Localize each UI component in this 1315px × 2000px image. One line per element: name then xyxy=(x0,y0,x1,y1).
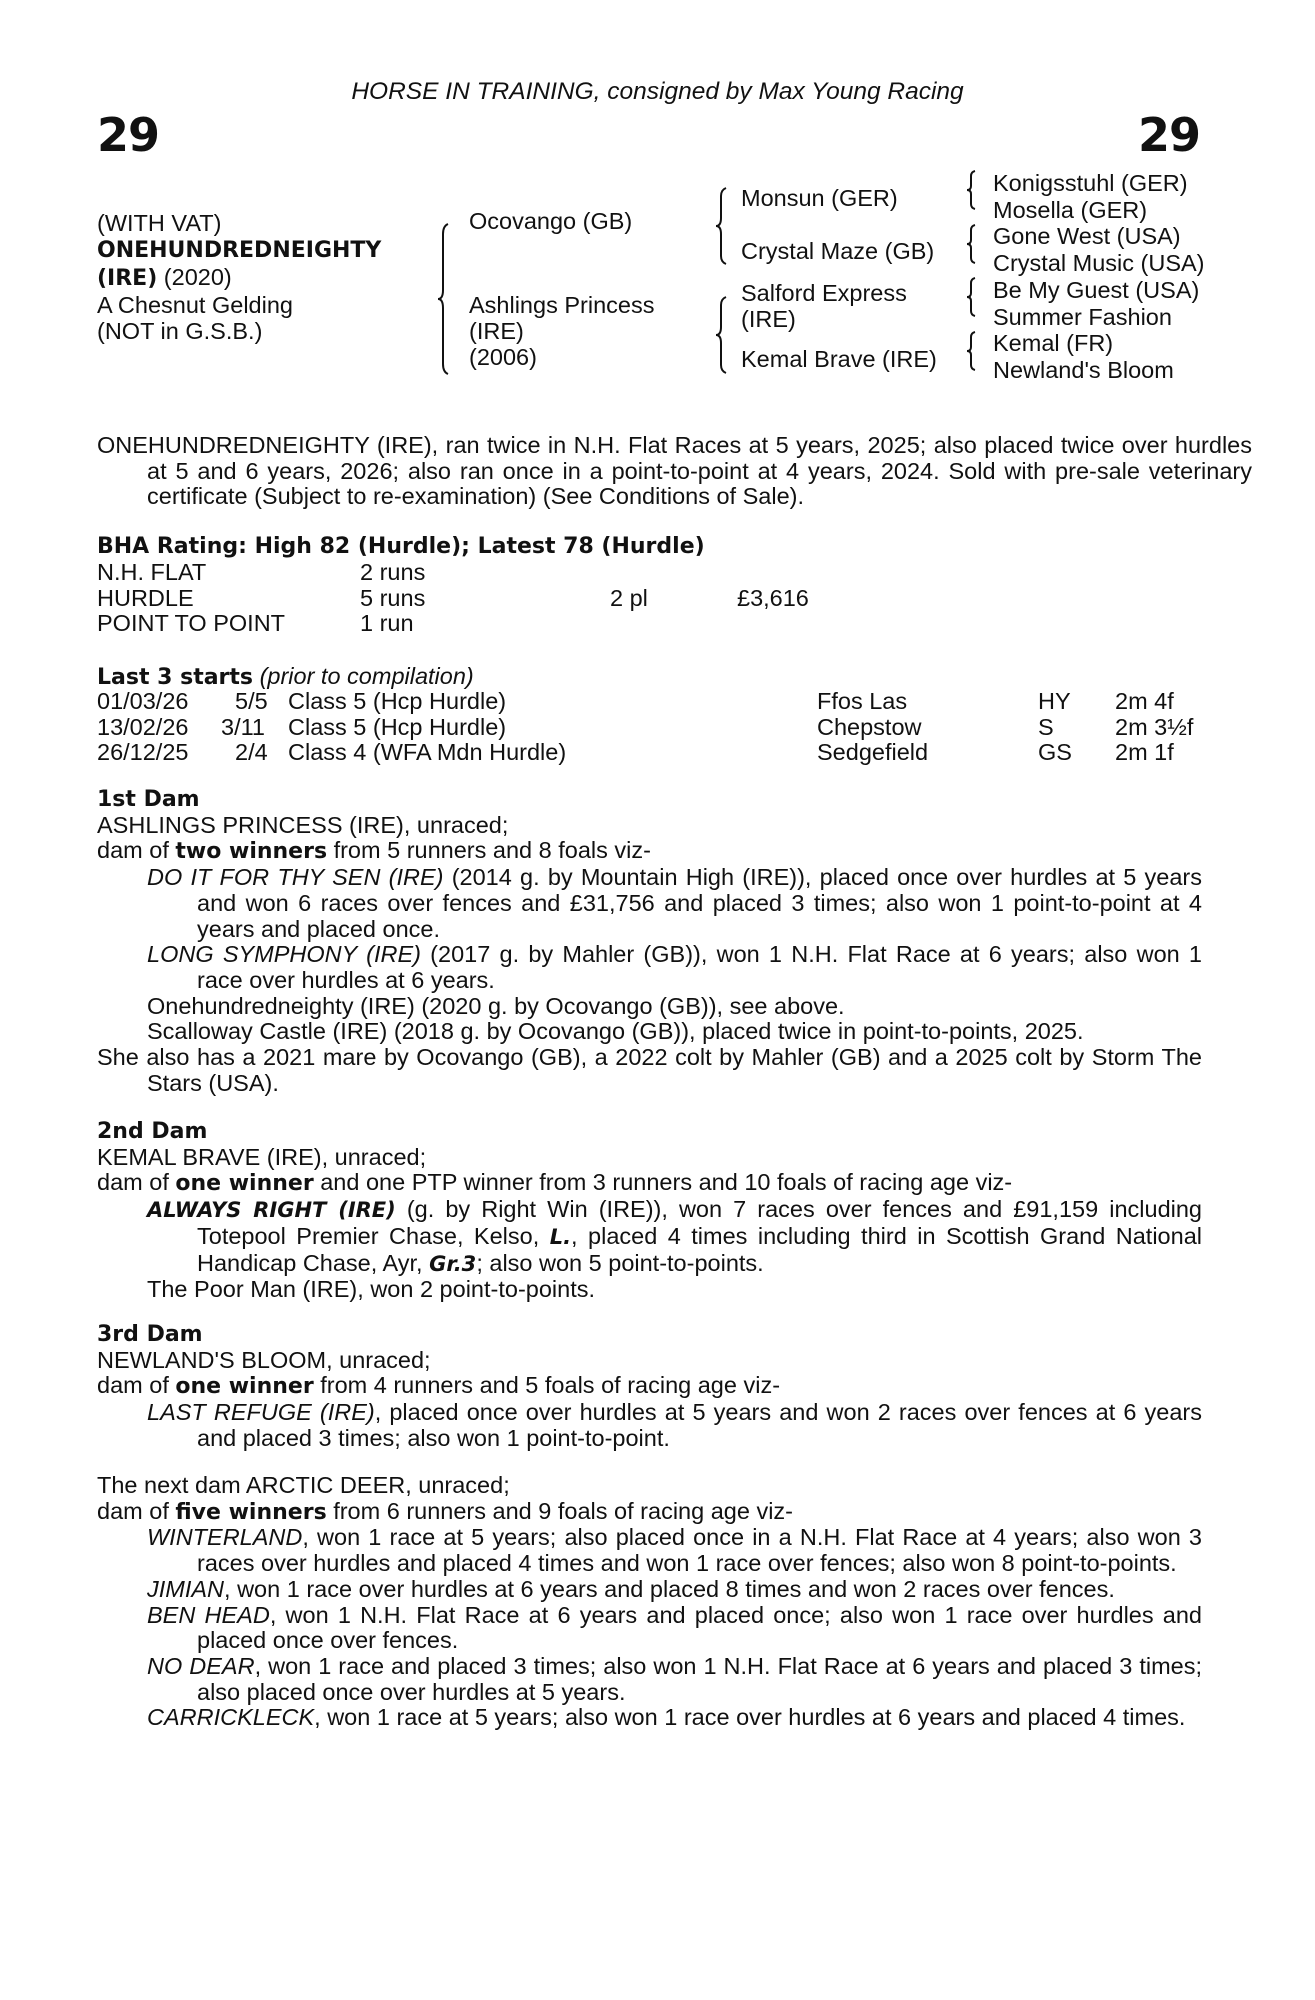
third-dam-record-line xyxy=(97,1373,1202,1400)
pedigree-brace-sire xyxy=(714,186,728,266)
record-placed: 2 pl xyxy=(610,584,648,611)
lot-number-right: 29 xyxy=(1137,108,1200,162)
record-type: POINT TO POINT xyxy=(97,610,286,637)
lot-number-left: 29 xyxy=(97,108,160,162)
ggp-mosella: Mosella (GER) xyxy=(993,196,1148,223)
second-dam-name-line: KEMAL BRAVE (IRE), unraced; xyxy=(97,1143,427,1170)
ggp-crystal-music: Crystal Music (USA) xyxy=(993,250,1205,277)
pedigree-brace-ggp-1 xyxy=(965,170,977,210)
vat-label: (WITH VAT) xyxy=(97,210,222,236)
record-type: N.H. FLAT xyxy=(97,559,207,585)
start-position: 5/5 xyxy=(235,688,268,714)
runners-foals-text: from 4 runners and 5 foals of racing age viz- xyxy=(313,1372,781,1399)
pedigree-dam-sire xyxy=(741,280,907,332)
progeny-entry xyxy=(97,942,1202,993)
start-date: 01/03/26 xyxy=(97,688,189,714)
ggp-summer-fashion: Summer Fashion xyxy=(993,303,1172,330)
second-dam-record-line xyxy=(97,1170,1202,1197)
first-dam-heading: 1st Dam xyxy=(97,787,200,812)
start-course: Sedgefield xyxy=(817,739,929,766)
third-dam-heading: 3rd Dam xyxy=(97,1322,203,1347)
progeny-text: (2018 g. by Ocovango (GB)), placed twice in point-to-points, 2025. xyxy=(387,1018,1084,1045)
last-starts-heading-row xyxy=(97,663,474,690)
start-row xyxy=(97,689,1207,715)
pedigree-brace-ggp-2 xyxy=(965,224,977,264)
pedigree-dam-sire-country: (IRE) xyxy=(741,306,796,332)
second-dam-section xyxy=(97,1119,1202,1303)
progeny-name: BEN HEAD xyxy=(147,1601,270,1628)
pedigree-dam-dam: Kemal Brave (IRE) xyxy=(741,346,937,372)
start-race: Class 5 (Hcp Hurdle) xyxy=(288,688,507,714)
progeny-text: , won 1 race at 5 years; also placed once in a N.H. Flat Race at 4 years; also won 3 races over hurdles and placed 4 times and won 1 race over fences; also won 8 point-to-points. xyxy=(197,1524,1202,1577)
horse-year: (2020) xyxy=(163,264,232,290)
progeny-entry xyxy=(97,1654,1202,1705)
ggp-konigsstuhl: Konigsstuhl (GER) xyxy=(993,170,1188,196)
horse-description: A Chesnut Gelding xyxy=(97,292,293,318)
progeny-entry xyxy=(97,1705,1202,1731)
group-badge: Gr.3 xyxy=(429,1251,477,1276)
progeny-entry xyxy=(97,865,1202,942)
progeny-name: The Poor Man (IRE) xyxy=(147,1276,358,1303)
pedigree-brace-ggp-3 xyxy=(965,277,977,317)
start-distance: 2m 4f xyxy=(1115,688,1174,714)
winners-count: two winners xyxy=(175,839,328,865)
record-runs: 2 runs xyxy=(360,559,426,585)
pedigree-dam-country: (IRE) xyxy=(469,318,524,344)
pedigree-brace-dam xyxy=(714,295,728,375)
record-runs: 1 run xyxy=(360,610,414,637)
start-date: 13/02/26 xyxy=(97,713,189,740)
progeny-text: (2017 g. by Mahler (GB)), won 1 N.H. Flat Race at 6 years; also won 1 race over hurdles at 6 years. xyxy=(197,941,1202,993)
start-distance: 2m 3½f xyxy=(1115,713,1194,740)
dam-of-text: dam of xyxy=(97,1497,176,1524)
progeny-text: (2014 g. by Mountain High (IRE)), placed once over hurdles at 5 years and won 6 races over fences and £31,756 and placed 3 times; also won 1 point-to-point at 4 years and placed once. xyxy=(197,864,1203,942)
record-row xyxy=(97,586,897,612)
start-course: Ffos Las xyxy=(817,688,908,714)
progeny-entry xyxy=(97,994,1202,1020)
first-dam-record-line xyxy=(97,838,1202,865)
listed-badge: L. xyxy=(549,1224,572,1249)
second-dam-heading: 2nd Dam xyxy=(97,1119,208,1144)
progeny-name: WINTERLAND xyxy=(147,1524,303,1551)
first-dam-name-line: ASHLINGS PRINCESS (IRE), unraced; xyxy=(97,811,509,838)
third-dam-section xyxy=(97,1322,1202,1452)
start-course: Chepstow xyxy=(817,713,922,740)
progeny-name: LONG SYMPHONY (IRE) xyxy=(147,941,421,968)
start-row xyxy=(97,740,1207,766)
record-earnings: £3,616 xyxy=(737,584,809,611)
progeny-name: LAST REFUGE (IRE) xyxy=(147,1399,375,1426)
record-row xyxy=(97,560,897,586)
next-dam-section xyxy=(97,1473,1202,1731)
page-header-title: HORSE IN TRAINING, consigned by Max Young Racing xyxy=(351,78,964,105)
pedigree-great-grandparents xyxy=(993,170,1205,384)
progeny-text: , won 1 race at 5 years; also won 1 race over hurdles at 6 years and placed 4 times. xyxy=(314,1704,1186,1731)
last-starts-subheading: (prior to compilation) xyxy=(259,663,474,689)
last-starts-table xyxy=(97,689,1207,766)
third-dam-name-line: NEWLAND'S BLOOM, unraced; xyxy=(97,1346,431,1373)
gsb-status: (NOT in G.S.B.) xyxy=(97,318,263,344)
record-type: HURDLE xyxy=(97,584,194,611)
race-summary: ONEHUNDREDNEIGHTY (IRE), ran twice in N.H. Flat Races at 5 years, 2025; also placed twice over hurdles at 5 and 6 years, 2026; also ran once in a point-to-point at 4 years, 2024. Sold with pre-sale veterinary certificate (Subject to re-examination) (See Conditions of Sale). xyxy=(97,432,1252,510)
pedigree-dam xyxy=(469,292,654,370)
record-row xyxy=(97,611,897,637)
progeny-name: JIMIAN xyxy=(147,1575,225,1602)
progeny-name: Scalloway Castle (IRE) xyxy=(147,1018,388,1045)
progeny-name: CARRICKLECK xyxy=(147,1704,315,1731)
dam-of-text: dam of xyxy=(97,837,176,864)
start-race: Class 4 (WFA Mdn Hurdle) xyxy=(288,739,567,766)
bha-rating-heading: BHA Rating: High 82 (Hurdle); Latest 78 (Hurdle) xyxy=(97,534,705,559)
pedigree-sire-sire: Monsun (GER) xyxy=(741,185,898,211)
ggp-be-my-guest: Be My Guest (USA) xyxy=(993,276,1200,303)
record-table xyxy=(97,560,897,637)
dam-of-text: dam of xyxy=(97,1372,176,1399)
pedigree-brace-ggp-4 xyxy=(965,331,977,371)
pedigree-dam-name: Ashlings Princess xyxy=(469,292,655,318)
start-distance: 2m 1f xyxy=(1115,739,1174,766)
dam-of-text: dam of xyxy=(97,1169,176,1196)
start-going: GS xyxy=(1038,739,1072,766)
start-position: 2/4 xyxy=(235,739,268,766)
start-date: 26/12/25 xyxy=(97,739,189,766)
pedigree-dam-sire-name: Salford Express xyxy=(741,280,907,306)
first-dam-section xyxy=(97,787,1202,1096)
next-dam-name-line: The next dam ARCTIC DEER, unraced; xyxy=(97,1472,510,1498)
progeny-name: Onehundredneighty (IRE) xyxy=(147,992,415,1019)
progeny-entry xyxy=(97,1577,1202,1603)
runners-foals-text: from 6 runners and 9 foals of racing age viz- xyxy=(326,1497,793,1524)
winners-count: five winners xyxy=(175,1499,327,1525)
horse-name: ONEHUNDREDNEIGHTY xyxy=(97,238,382,263)
ggp-gone-west: Gone West (USA) xyxy=(993,223,1181,250)
start-position: 3/11 xyxy=(221,713,265,740)
runners-foals-text: from 5 runners and 8 foals viz- xyxy=(327,837,651,864)
runners-foals-text: and one PTP winner from 3 runners and 10 foals of racing age viz- xyxy=(313,1169,1013,1196)
progeny-text: (g. by Right Win (IRE)), won 7 races over fences and £91,159 including Totepool Premier Chase, Kelso, xyxy=(197,1196,1202,1249)
progeny-text: , placed once over hurdles at 5 years and won 2 races over fences at 6 years and placed 3 times; also won 1 point-to-point. xyxy=(197,1399,1202,1451)
progeny-text: ; also won 5 point-to-points. xyxy=(476,1249,764,1276)
start-going: S xyxy=(1038,713,1054,740)
pedigree-sire: Ocovango (GB) xyxy=(469,208,633,234)
record-runs: 5 runs xyxy=(360,584,426,611)
progeny-entry xyxy=(97,1277,1202,1303)
start-row xyxy=(97,715,1207,741)
progeny-name: ALWAYS RIGHT (IRE) xyxy=(147,1198,396,1223)
progeny-entry xyxy=(97,1019,1202,1045)
progeny-text: , won 2 point-to-points. xyxy=(357,1276,596,1303)
ggp-kemal: Kemal (FR) xyxy=(993,330,1114,357)
horse-country: (IRE) xyxy=(97,266,158,291)
progeny-entry xyxy=(97,1400,1202,1451)
progeny-entry xyxy=(97,1603,1202,1654)
winners-count: one winner xyxy=(175,1374,314,1400)
first-dam-footer: She also has a 2021 mare by Ocovango (GB), a 2022 colt by Mahler (GB) and a 2025 colt by Storm The Stars (USA). xyxy=(97,1044,1202,1096)
progeny-text: , won 1 N.H. Flat Race at 6 years and placed once; also won 1 race over hurdles and placed once over fences. xyxy=(197,1601,1203,1654)
progeny-entry xyxy=(97,1525,1202,1576)
last-starts-heading: Last 3 starts xyxy=(97,665,254,690)
progeny-text: , placed 4 times including third in Scottish Grand National Handicap Chase, Ayr, xyxy=(197,1222,1202,1276)
start-going: HY xyxy=(1038,688,1071,714)
progeny-name: DO IT FOR THY SEN (IRE) xyxy=(147,864,444,891)
pedigree-brace-main xyxy=(436,222,450,376)
progeny-text: , won 1 race over hurdles at 6 years and placed 8 times and won 2 races over fences. xyxy=(224,1575,1115,1602)
progeny-entry xyxy=(97,1197,1202,1277)
next-dam-record-line xyxy=(97,1499,1202,1526)
progeny-name: NO DEAR xyxy=(147,1652,255,1679)
start-race: Class 5 (Hcp Hurdle) xyxy=(288,713,507,740)
winners-count: one winner xyxy=(175,1171,314,1197)
progeny-text: , won 1 race and placed 3 times; also won 1 N.H. Flat Race at 6 years and placed 3 times; also placed once over hurdles at 5 years. xyxy=(197,1652,1202,1705)
pedigree-dam-year: (2006) xyxy=(469,344,537,370)
pedigree-sire-dam: Crystal Maze (GB) xyxy=(741,238,935,264)
horse-identity xyxy=(97,210,381,344)
progeny-text: (2020 g. by Ocovango (GB)), see above. xyxy=(414,992,845,1019)
ggp-newlands-bloom: Newland's Bloom xyxy=(993,356,1174,383)
